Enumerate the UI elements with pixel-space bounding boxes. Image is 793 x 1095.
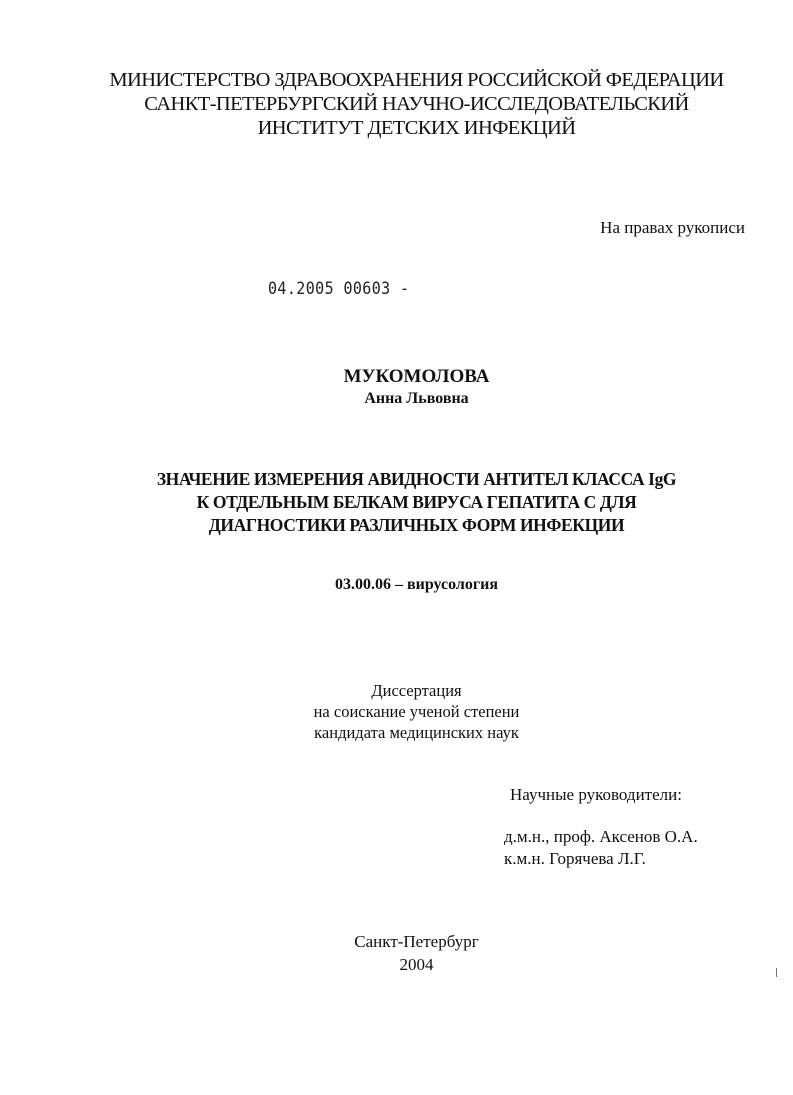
manuscript-rights-note: На правах рукописи [600, 218, 745, 237]
supervisors-list [504, 826, 698, 870]
degree-line-1: Диссертация [371, 681, 462, 700]
author-surname: МУКОМОЛОВА [343, 366, 490, 387]
degree-line-2: на соискание ученой степени [313, 702, 520, 721]
supervisor-2: к.м.н. Горячева Л.Г. [504, 849, 646, 868]
specialty-text: 03.00.06 – вирусология [334, 576, 499, 593]
author-block [0, 365, 793, 409]
scan-speck [776, 968, 777, 977]
place-and-year [0, 930, 793, 976]
specialty-code [0, 575, 793, 595]
organization-header [0, 68, 793, 140]
org-line-institute-city: САНКТ-ПЕТЕРБУРГСКИЙ НАУЧНО-ИССЛЕДОВАТЕЛЬСКИЙ [144, 93, 689, 115]
thesis-title-line-3: ДИАГНОСТИКИ РАЗЛИЧНЫХ ФОРМ ИНФЕКЦИИ [208, 515, 625, 535]
degree-statement [0, 680, 793, 743]
degree-line-3: кандидата медицинских наук [314, 723, 519, 742]
thesis-title [0, 468, 793, 537]
registration-number-stamp: 04.2005 00603 - [268, 278, 410, 299]
thesis-title-line-2: К ОТДЕЛЬНЫМ БЕЛКАМ ВИРУСА ГЕПАТИТА С ДЛЯ [196, 492, 637, 512]
supervisors-heading: Научные руководители: [510, 785, 682, 804]
year: 2004 [399, 955, 434, 974]
author-given-names: Анна Львовна [364, 390, 469, 407]
thesis-title-line-1: ЗНАЧЕНИЕ ИЗМЕРЕНИЯ АВИДНОСТИ АНТИТЕЛ КЛАССА IgG [156, 469, 677, 489]
supervisor-1: д.м.н., проф. Аксенов О.А. [504, 827, 698, 846]
org-line-institute-name: ИНСТИТУТ ДЕТСКИХ ИНФЕКЦИЙ [257, 117, 576, 139]
city: Санкт-Петербург [354, 932, 479, 951]
org-line-ministry: МИНИСТЕРСТВО ЗДРАВООХРАНЕНИЯ РОССИЙСКОЙ ФЕДЕРАЦИИ [109, 69, 724, 91]
